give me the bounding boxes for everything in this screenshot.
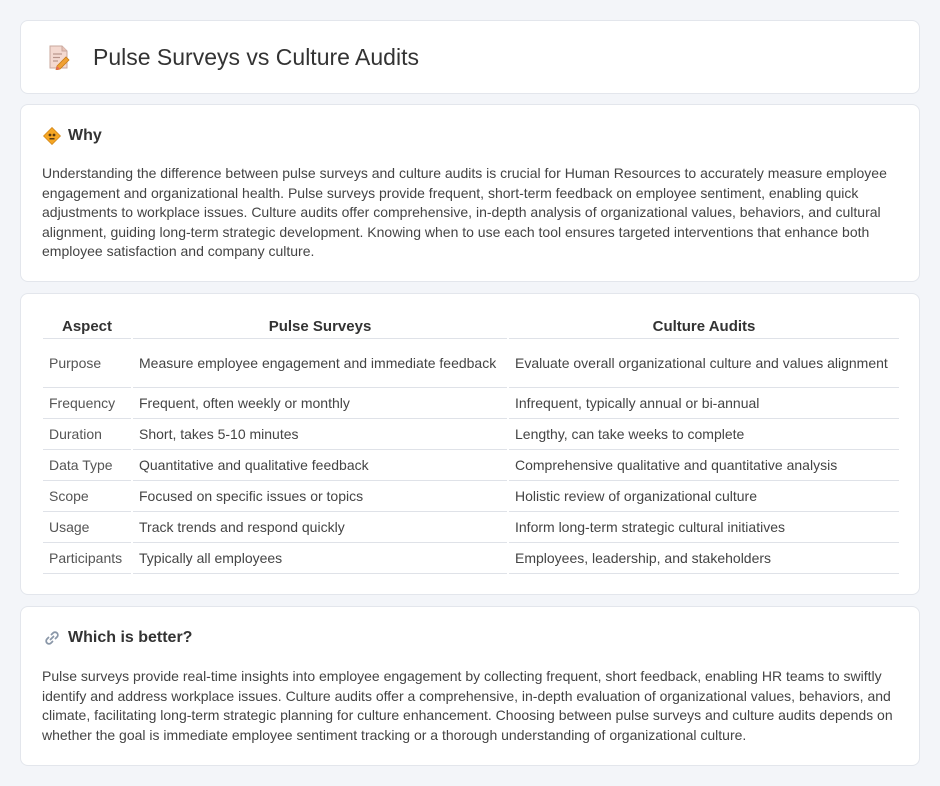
table-row bbox=[43, 338, 899, 387]
row-aspect: Usage bbox=[43, 511, 132, 542]
row-pulse: Measure employee engagement and immediate feedback bbox=[132, 338, 508, 387]
why-title: Why bbox=[68, 127, 102, 144]
document-pencil-icon bbox=[47, 44, 71, 70]
why-section bbox=[20, 104, 920, 282]
row-pulse: Focused on specific issues or topics bbox=[132, 480, 508, 511]
better-text: Pulse surveys provide real-time insights into employee engagement by collecting frequent, short feedback, enabling HR teams to swiftly identify and address workplace issues. Culture audits offer a comprehensive, in-depth evaluation of organizational values, behaviors, and climate, facilitating long-term strategic planning for culture enhancement. Choosing between pulse surveys and culture audits depends on whether the goal is immediate employee sentiment tracking or a thorough understanding of organizational culture. bbox=[42, 668, 893, 743]
table-row bbox=[43, 511, 899, 542]
page-title: Pulse Surveys vs Culture Audits bbox=[93, 43, 419, 70]
row-audit: Holistic review of organizational culture bbox=[508, 480, 899, 511]
table-row bbox=[43, 542, 899, 573]
row-audit: Evaluate overall organizational culture and values alignment bbox=[508, 338, 899, 387]
row-aspect: Purpose bbox=[43, 338, 132, 387]
row-pulse: Frequent, often weekly or monthly bbox=[132, 387, 508, 418]
header-card bbox=[20, 20, 920, 94]
better-heading bbox=[43, 629, 192, 647]
comparison-table bbox=[43, 317, 899, 574]
table-row bbox=[43, 480, 899, 511]
header-aspect: Aspect bbox=[43, 317, 132, 338]
table-row bbox=[43, 449, 899, 480]
row-pulse: Short, takes 5-10 minutes bbox=[132, 418, 508, 449]
table-header-row bbox=[43, 317, 899, 338]
diamond-sign-icon bbox=[43, 127, 61, 145]
row-pulse: Quantitative and qualitative feedback bbox=[132, 449, 508, 480]
comparison-section bbox=[20, 293, 920, 595]
why-text: Understanding the difference between pulse surveys and culture audits is crucial for Human Resources to accurately measure employee engagement and organizational health. Pulse surveys provide frequent, short-term feedback on employee sentiment, enabling quick adjustments to workplace issues. Culture audits offer comprehensive, in-depth analysis of organizational values, behaviors, and cultural alignment, guiding long-term strategic development. Knowing when to use each tool ensures targeted interventions that enhance both employee satisfaction and company culture. bbox=[42, 165, 887, 260]
row-pulse: Track trends and respond quickly bbox=[132, 511, 508, 542]
which-is-better-section bbox=[20, 606, 920, 766]
row-audit: Lengthy, can take weeks to complete bbox=[508, 418, 899, 449]
better-title: Which is better? bbox=[68, 629, 193, 646]
row-aspect: Duration bbox=[43, 418, 132, 449]
header-pulse-surveys: Pulse Surveys bbox=[132, 317, 508, 338]
why-heading bbox=[43, 127, 102, 145]
row-aspect: Frequency bbox=[43, 387, 132, 418]
row-aspect: Data Type bbox=[43, 449, 132, 480]
row-audit: Employees, leadership, and stakeholders bbox=[508, 542, 899, 573]
table-row bbox=[43, 387, 899, 418]
row-aspect: Scope bbox=[43, 480, 132, 511]
link-icon bbox=[43, 629, 61, 647]
table-row bbox=[43, 418, 899, 449]
row-audit: Comprehensive qualitative and quantitative analysis bbox=[508, 449, 899, 480]
row-aspect: Participants bbox=[43, 542, 132, 573]
row-audit: Infrequent, typically annual or bi-annual bbox=[508, 387, 899, 418]
header-culture-audits: Culture Audits bbox=[508, 317, 899, 338]
row-audit: Inform long-term strategic cultural initiatives bbox=[508, 511, 899, 542]
row-pulse: Typically all employees bbox=[132, 542, 508, 573]
